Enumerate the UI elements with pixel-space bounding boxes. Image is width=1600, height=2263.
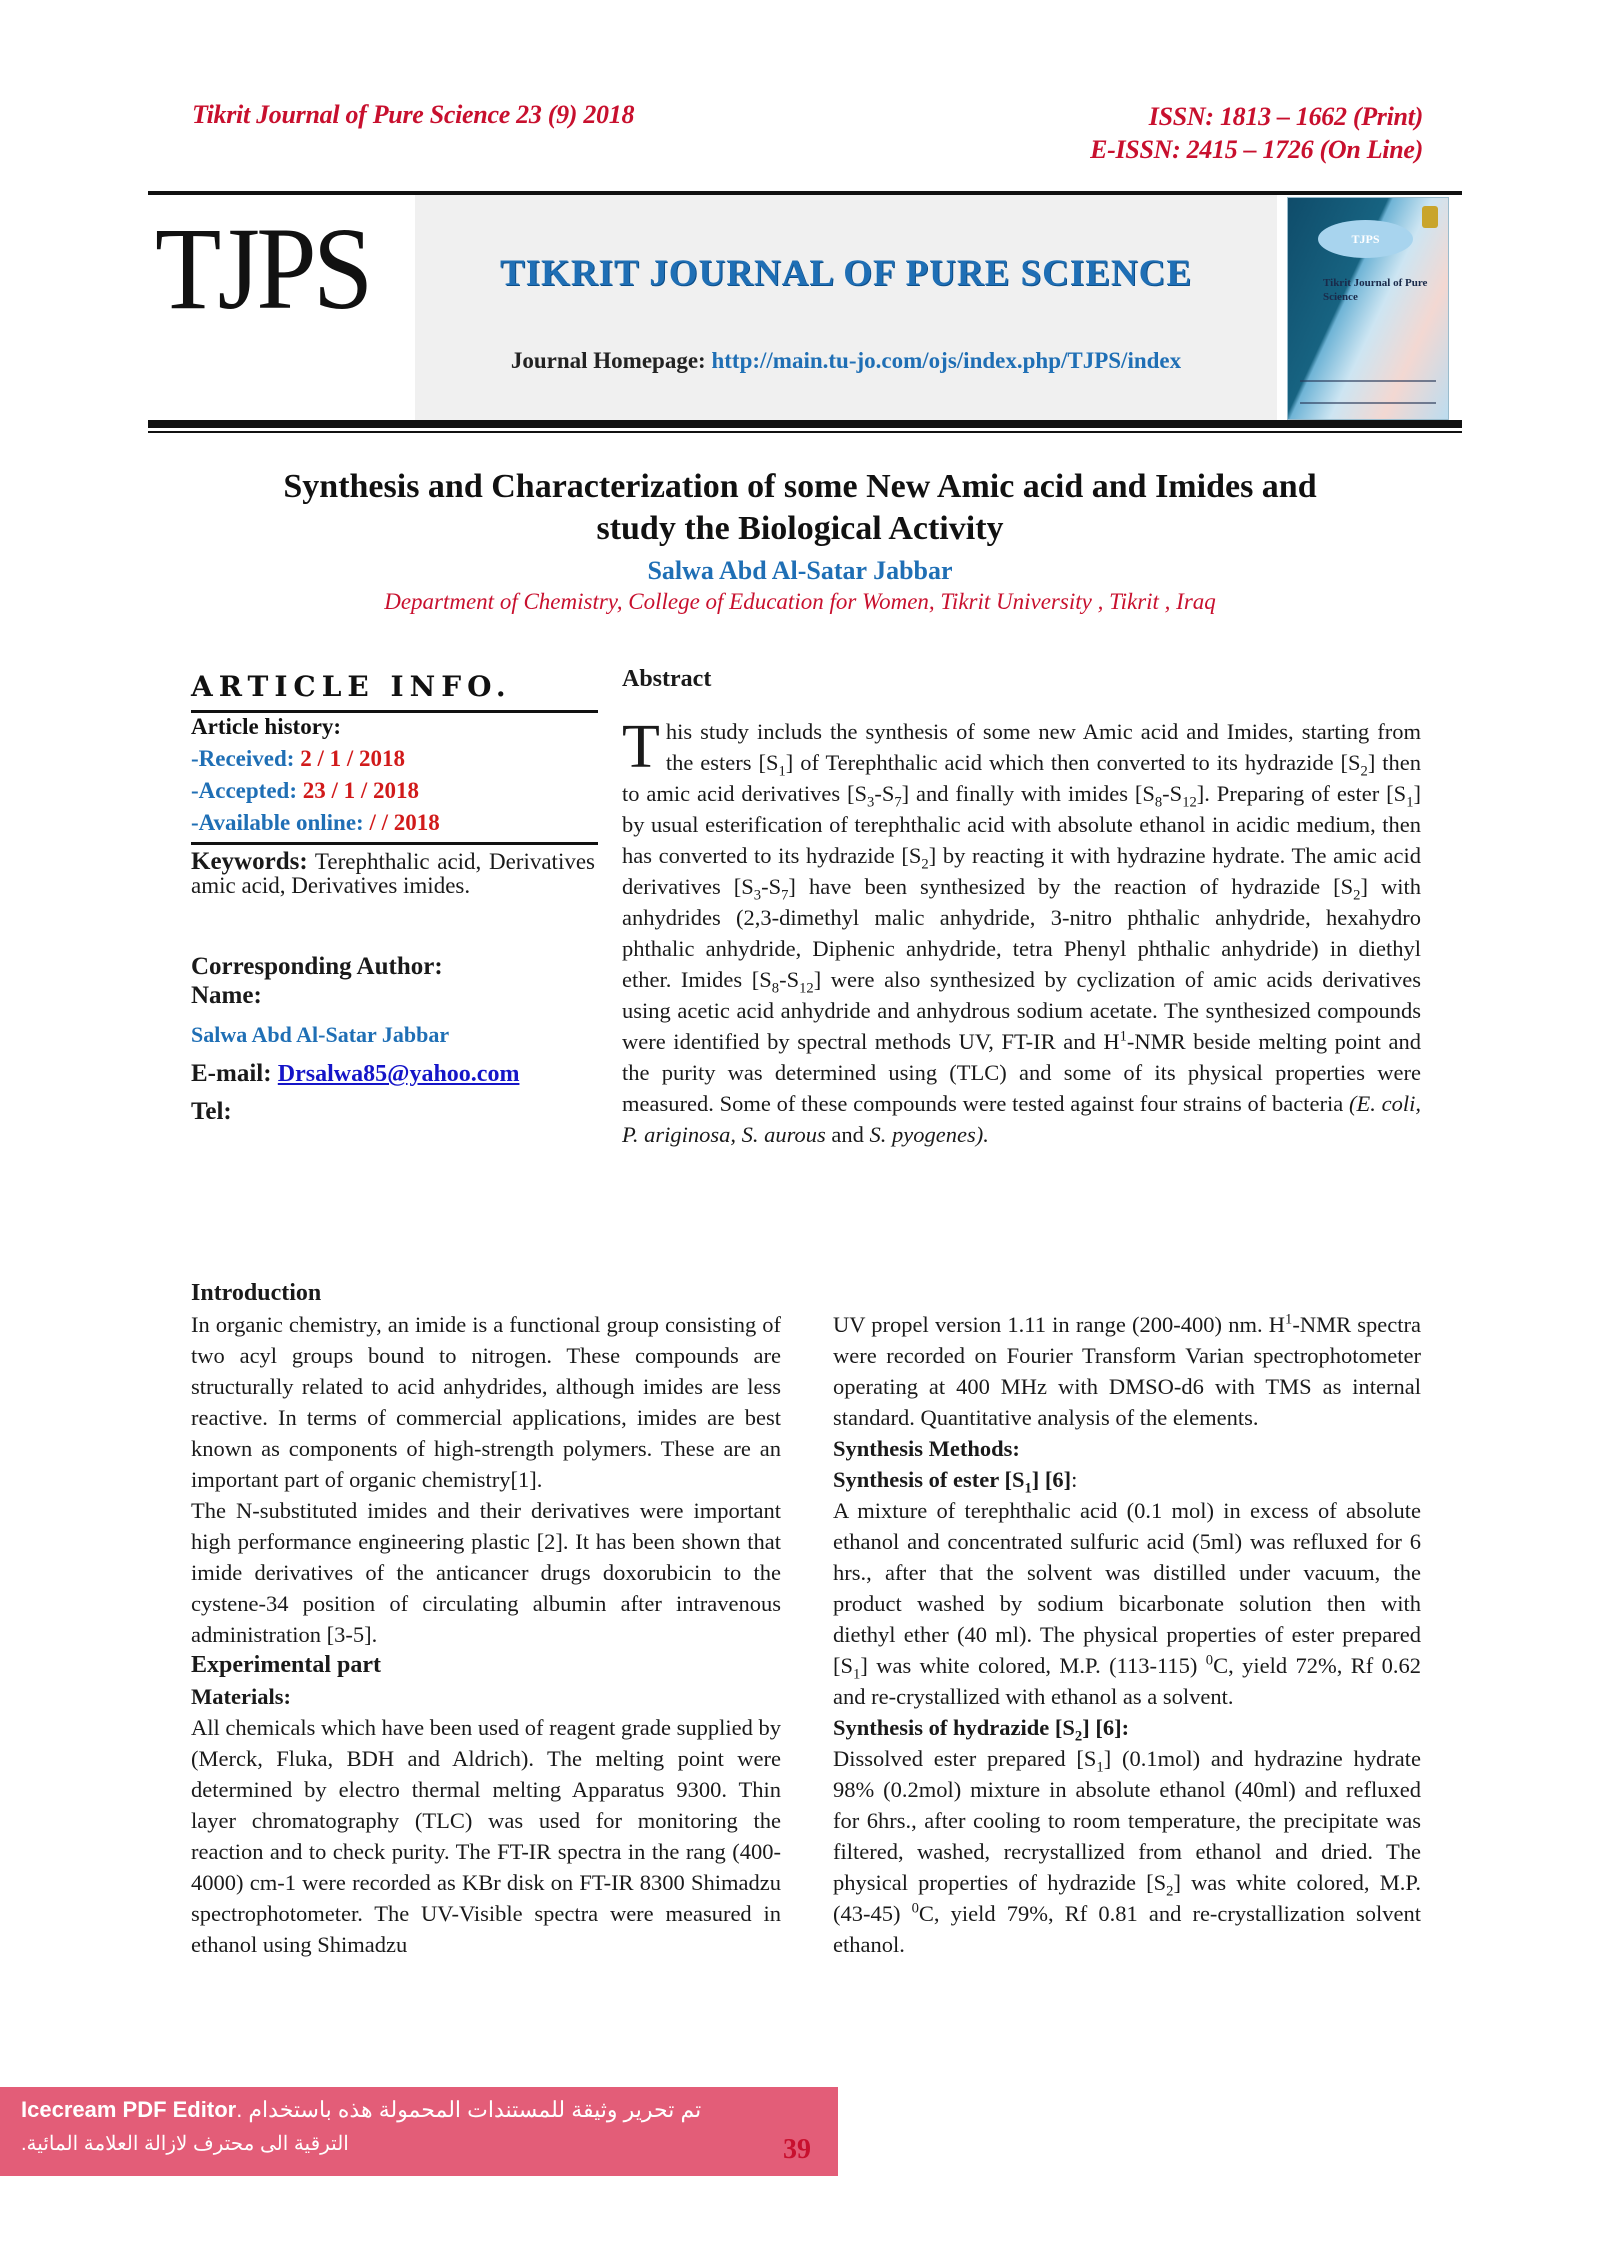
received-date: -Received: 2 / 1 / 2018 [191, 746, 405, 771]
cover-footer [1300, 380, 1436, 404]
body-column-left [191, 1278, 781, 1960]
ester-synthesis-paragraph: A mixture of terephthalic acid (0.1 mol) in excess of absolute ethanol and concentrated sulfuric acid (5ml) was refluxed for 6 hrs., after that the solvent was distilled under vacuum, the product washed by sodium bicarbonate solution then with diethyl ether (40 ml). The physical properties of ester prepared $[S_1]$ was white colored, M.P. (113-115) $^0$C, yield 72%, Rf 0.62 and re-crystallized with ethanol as a solvent. [833, 1498, 1421, 1709]
title-line-2: study the Biological Activity [596, 510, 1004, 547]
homepage-link[interactable]: http://main.tu-jo.com/ojs/index.php/TJPS/index [711, 348, 1182, 373]
abstract-dropcap: T [622, 713, 660, 781]
keywords [191, 850, 595, 898]
body-column-right [833, 1309, 1421, 1960]
accepted-date: -Accepted: 23 / 1 / 2018 [191, 778, 420, 803]
issn-print: ISSN: 1813 – 1662 (Print) [1148, 102, 1423, 131]
tel-label: Tel: [191, 1098, 232, 1125]
issn-online: E-ISSN: 2415 – 1726 (On Line) [1090, 135, 1423, 164]
watermark-brand: Icecream PDF Editor [21, 2097, 237, 2122]
article-info-rule [191, 710, 598, 713]
watermark-line-2: الترقية الى محترف لازالة العلامة المائية. [21, 2133, 349, 2155]
abstract-heading: Abstract [622, 666, 712, 692]
author-name: Salwa Abd Al-Satar Jabbar [191, 1022, 450, 1047]
crest-icon [1422, 206, 1438, 228]
name-label: Name: [191, 982, 262, 1009]
journal-name: TIKRIT JOURNAL OF PURE SCIENCE [499, 253, 1192, 294]
page-number: 39 [783, 2134, 811, 2165]
email-label: E-mail: [191, 1060, 278, 1087]
article-history-label: Article history: [191, 714, 342, 739]
materials-paragraph: All chemicals which have been used of reagent grade supplied by (Merck, Fluka, BDH and Aldrich). The melting point were determined by electro thermal melting Apparatus 9300. Thin layer chromatography (TLC) was used for monitoring the reaction and to check purity. The FT-IR spectra in the rang (400-4000) cm-1 were recorded as KBr disk on FT-IR 8300 Shimadzu spectrophotometer. The UV-Visible spectra were measured in ethanol using Shimadzu [191, 1715, 781, 1957]
available-online-date: -Available online: / / 2018 [191, 810, 440, 835]
ester-synthesis-heading: Synthesis of ester $[S_1]$ [6]: [833, 1467, 1078, 1497]
running-header-journal: Tikrit Journal of Pure Science 23 (9) 2018 [192, 100, 635, 129]
email-link[interactable]: Drsalwa85@yahoo.com [277, 1061, 520, 1087]
materials-paragraph-continued: UV propel version 1.11 in range (200-400) nm. $H^1$-NMR spectra were recorded on Fourier Transform Varian spectrophotometer operating at 400 MHz with DMSO-d6 with TMS as internal standard. Quantitative analysis of the elements. [833, 1311, 1421, 1430]
journal-cover-image [1287, 197, 1449, 420]
masthead-bottom-rule [148, 420, 1462, 428]
article-affiliation: Department of Chemistry, College of Education for Women, Tikrit University , Tikrit , Iraq [384, 589, 1216, 614]
introduction-paragraph-1: In organic chemistry, an imide is a functional group consisting of two acyl groups bound to nitrogen. These compounds are structurally related to acid anhydrides, although imides are less reactive. In terms of commercial applications, imides are best known as components of high-strength polymers. These are an important part of organic chemistry[1]. [191, 1312, 781, 1492]
email [191, 1060, 519, 1088]
article-info-heading: ARTICLE INFO. [191, 670, 512, 703]
journal-logo: TJPS [155, 203, 370, 334]
materials-heading: Materials: [191, 1684, 291, 1709]
keywords-value: Terephthalic acid, Derivatives amic acid, Derivatives imides. [191, 849, 595, 898]
watermark-line-1: Icecream PDF Editor تم تحرير وثيقة للمستندات المحمولة هذه باستخدام . [21, 2097, 708, 2122]
keywords-label: Keywords: [191, 848, 308, 875]
journal-homepage [415, 348, 1277, 374]
cover-badge: TJPS [1318, 220, 1413, 258]
article-info-rule-2 [191, 842, 598, 845]
hydrazide-synthesis-heading: Synthesis of hydrazide $[S_2]$ [6]: [833, 1715, 1130, 1745]
introduction-paragraph-2: The N-substituted imides and their derivatives were important high performance engineering plastic [2]. It has been shown that imide derivatives of the anticancer drugs doxorubicin to the cystene-34 position of circulating albumin after intravenous administration [3-5]. [191, 1498, 781, 1647]
title-line-1: Synthesis and Characterization of some New Amic acid and Imides and [283, 468, 1317, 505]
abstract-body: This study includs the synthesis of some new Amic acid and Imides, starting from the esters $[S_1]$ of Terephthalic acid which then converted to its hydrazide $[S_2]$ then to amic acid derivatives $[S_3-S_7]$ and finally with imides $[S_8-S_{12}]$. Preparing of ester $[S_1]$ by usual esterification of terephthalic acid with absolute ethanol in acidic medium, then has converted to its hydrazide $[S_2]$ by reacting it with hydrazine hydrate. The amic acid derivatives $[S_3-S_7]$ have been synthesized by the reaction of hydrazide $[S_2]$ with anhydrides (2,3-dimethyl malic anhydride, 3-nitro phthalic anhydride, hexahydro phthalic anhydride, Diphenic anhydride, tetra Phenyl phthalic anhydride) in diethyl ether. Imides $[S_8-S_{12}]$ were also synthesized by cyclization of amic acids derivatives using acetic acid anhydride and anhydrous sodium acetate. The synthesized compounds were identified by spectral methods UV, FT-IR and $H^1$-NMR beside melting point and the purity was determined using (TLC) and some of its physical properties were measured. Some of these compounds were tested against four strains of bacteria (E. coli, P. ariginosa, S. aurous and S. pyogenes). [622, 713, 1422, 1147]
cover-title: Tikrit Journal of Pure Science [1323, 277, 1428, 303]
homepage-label: Journal Homepage: [510, 348, 712, 373]
masthead-bottom-rule-thin [148, 431, 1462, 433]
experimental-heading: Experimental part [191, 1652, 381, 1678]
hydrazide-synthesis-paragraph: Dissolved ester prepared $[S_1]$ (0.1mol) and hydrazine hydrate 98% (0.2mol) mixture in absolute ethanol (40ml) and refluxed for 6hrs., after cooling to room temperature, the precipitate was filtered, washed, recrystallized from ethanol and dried. The physical properties of hydrazide $[S_2]$ was white colored, M.P. (43-45) $^0$C, yield 79%, Rf 0.81 and re-crystallization solvent ethanol. [833, 1746, 1421, 1957]
watermark-banner[interactable] [0, 2087, 838, 2176]
running-header-issn [1090, 100, 1423, 166]
article-author: Salwa Abd Al-Satar Jabbar [647, 556, 953, 585]
corresponding-author [191, 952, 443, 1010]
masthead-panel [415, 195, 1277, 420]
corresponding-author-label: Corresponding Author: [191, 953, 443, 980]
article-title [150, 466, 1450, 550]
synthesis-methods-heading: Synthesis Methods: [833, 1436, 1020, 1461]
introduction-heading: Introduction [191, 1280, 322, 1306]
